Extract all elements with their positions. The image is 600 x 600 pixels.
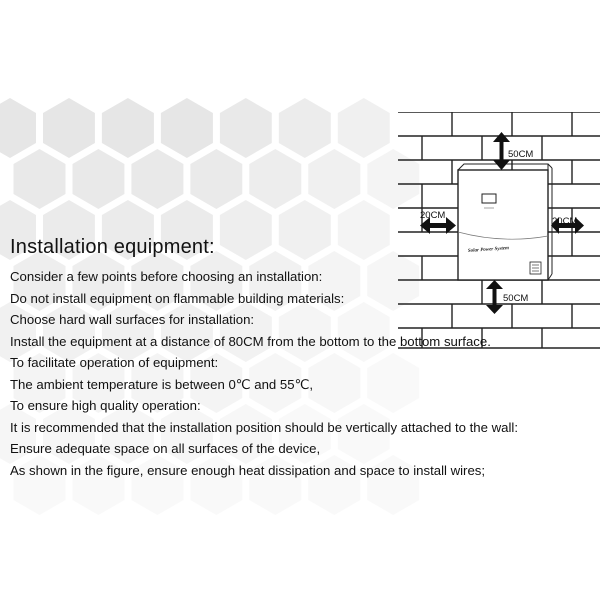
instruction-line: Ensure adequate space on all surfaces of the device, — [10, 441, 321, 456]
hexagon-tile — [73, 149, 125, 209]
hexagon-tile — [131, 149, 183, 209]
hexagon-tile — [14, 149, 66, 209]
instruction-line: Choose hard wall surfaces for installation: — [10, 312, 255, 327]
hexagon-tile — [338, 200, 390, 260]
instruction-line: Install the equipment at a distance of 80CM from the bottom to the bottom surface. — [10, 333, 491, 349]
hexagon-tile — [102, 98, 154, 158]
hexagon-tile — [0, 98, 36, 158]
clearance-right-label: 20CM — [552, 216, 578, 227]
clearance-bottom-label: 50CM — [503, 293, 529, 304]
hexagon-tile — [220, 98, 272, 158]
instruction-list — [10, 266, 518, 481]
hexagon-tile — [220, 200, 272, 260]
hexagon-tile — [338, 98, 390, 158]
page-title: Installation equipment: — [10, 236, 215, 258]
clearance-left-label: 20CM — [420, 210, 446, 221]
instruction-line: Do not install equipment on flammable building materials: — [10, 290, 345, 306]
inverter-device — [458, 164, 552, 280]
hexagon-tile — [161, 98, 213, 158]
device-label: Solar Power System — [467, 246, 510, 254]
instruction-line: To ensure high quality operation: — [10, 398, 201, 413]
hexagon-tile — [190, 149, 242, 209]
clearance-top-label: 50CM — [508, 149, 534, 160]
hexagon-tile — [279, 98, 331, 158]
instruction-line: As shown in the figure, ensure enough heat dissipation and space to install wires; — [10, 462, 486, 478]
instruction-line: To facilitate operation of equipment: — [10, 355, 219, 370]
instruction-line: The ambient temperature is between 0℃ and 55℃, — [10, 376, 314, 392]
instruction-line: It is recommended that the installation position should be vertically attached to the wall: — [10, 419, 519, 435]
instruction-line: Consider a few points before choosing an installation: — [10, 269, 323, 284]
hexagon-tile — [43, 98, 95, 158]
hexagon-tile — [279, 200, 331, 260]
hexagon-tile — [308, 149, 360, 209]
hexagon-tile — [249, 149, 301, 209]
